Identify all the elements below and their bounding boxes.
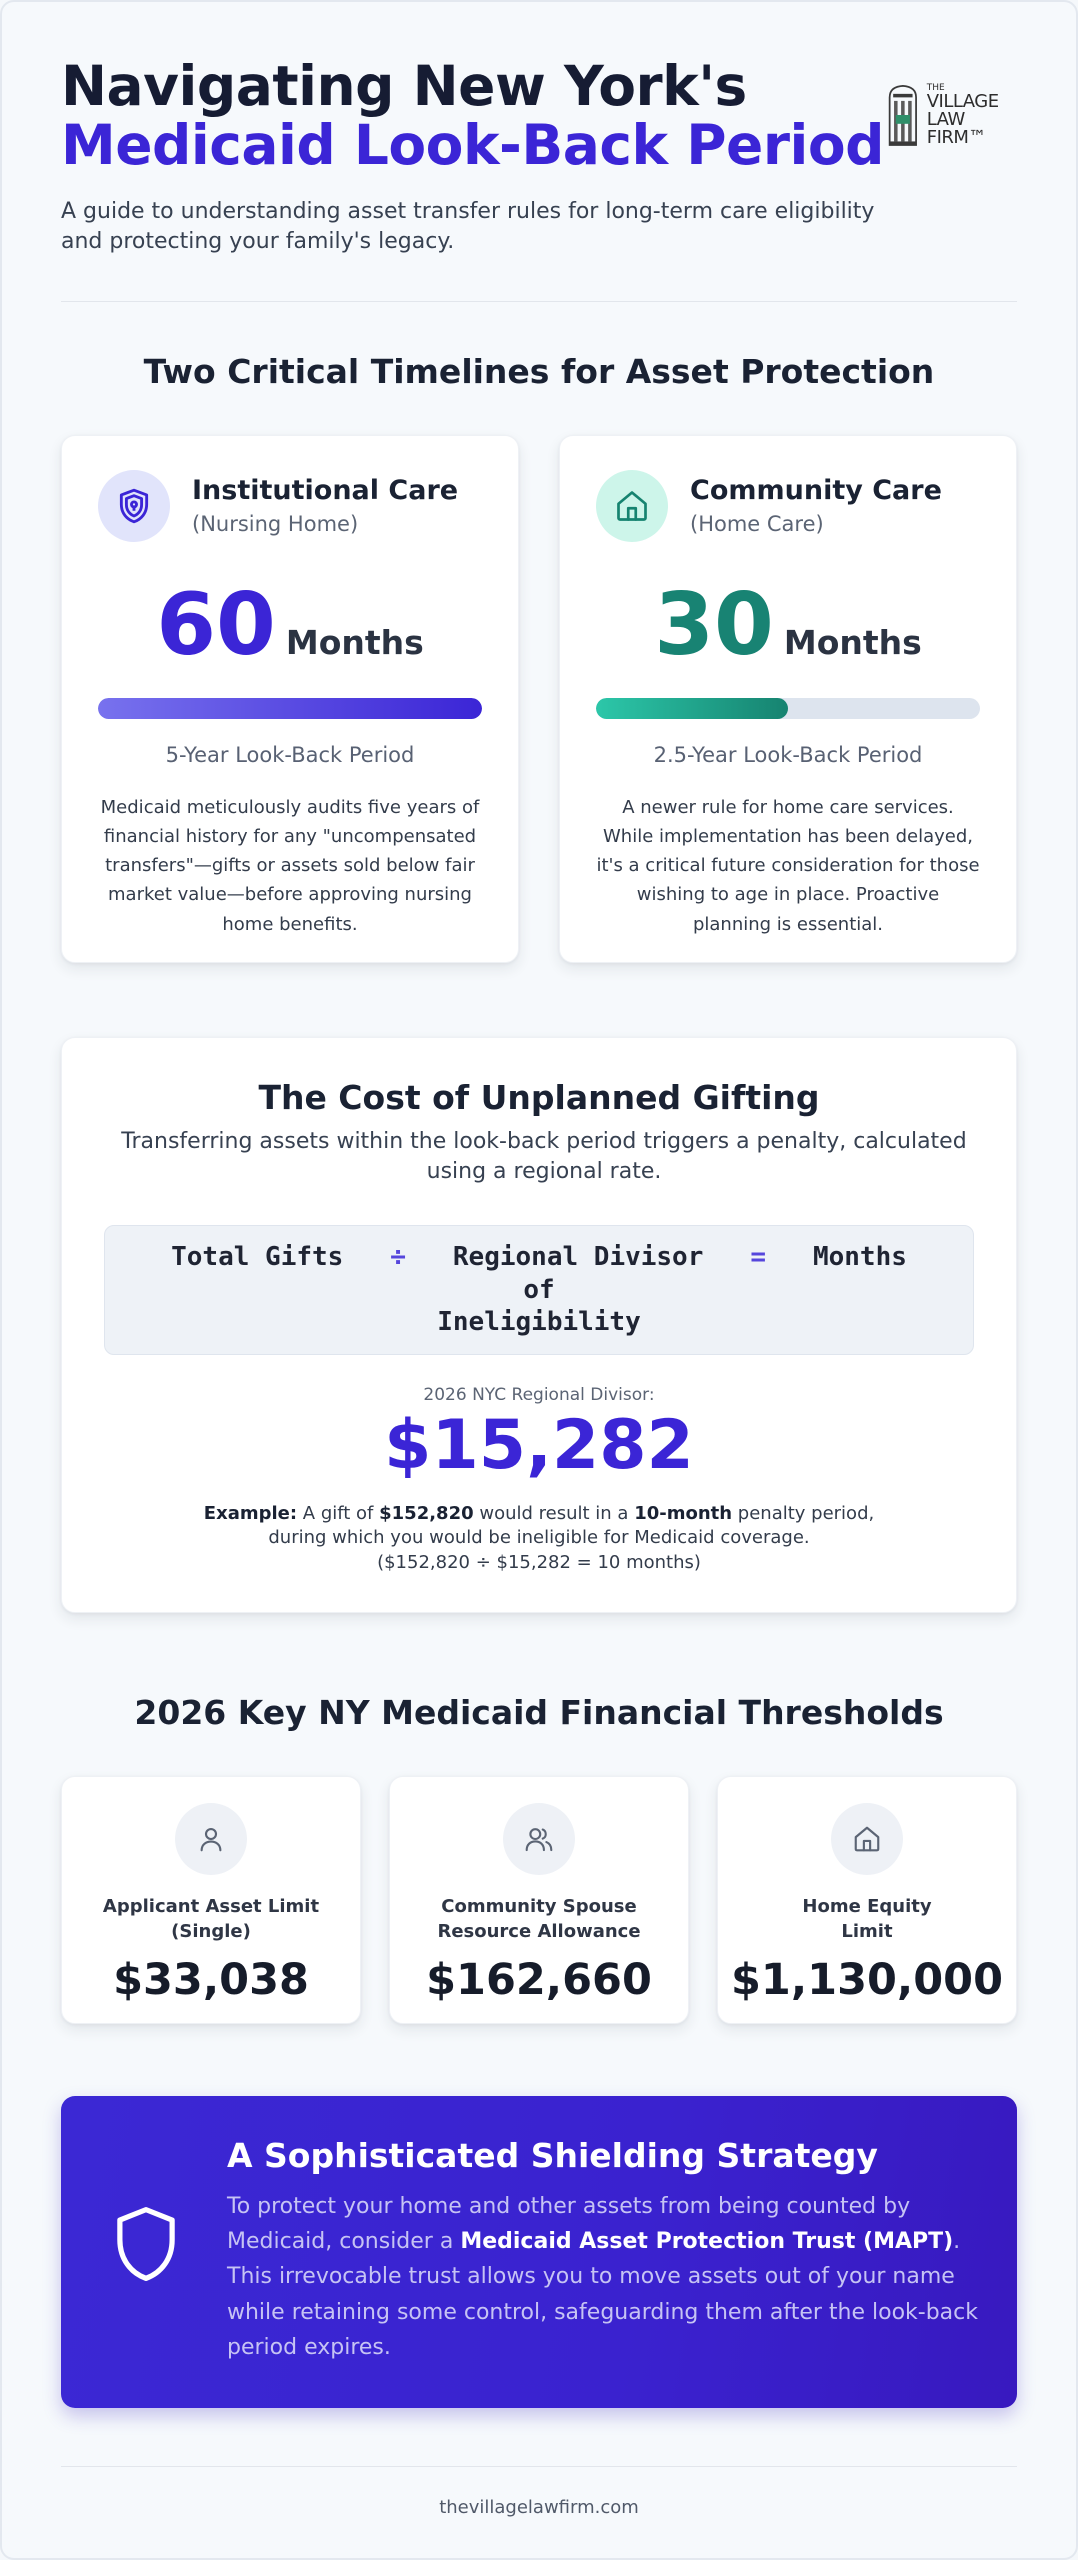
example-line2: during which you would be ineligible for Medicaid coverage. xyxy=(268,1527,810,1549)
lookback-period-label: 2.5-Year Look-Back Period xyxy=(653,742,923,767)
threshold-label-line1: Applicant Asset Limit xyxy=(102,1895,320,1917)
community-care-card xyxy=(559,435,1017,963)
shield-lock-icon xyxy=(98,470,170,542)
person-icon xyxy=(175,1803,247,1875)
threshold-label-line2: Resource Allowance xyxy=(437,1920,641,1942)
page-title-line1: Navigating New York's xyxy=(61,54,747,118)
logo-text xyxy=(927,84,1017,147)
example-line3: ($152,820 ÷ $15,282 = 10 months) xyxy=(377,1552,701,1574)
card-title: Institutional Care xyxy=(192,475,459,507)
timelines-section xyxy=(61,352,1017,963)
thresholds-section xyxy=(61,1693,1017,2024)
formula-months-line1: Months of xyxy=(523,1242,907,1305)
example-months: 10-month xyxy=(634,1502,733,1524)
formula-months-line2: Ineligibility xyxy=(437,1307,641,1338)
months-unit: Months xyxy=(783,622,922,662)
home-equity-card xyxy=(717,1776,1017,2024)
shielding-strategy-panel xyxy=(61,2096,1017,2408)
card-subtitle: (Home Care) xyxy=(690,512,824,537)
building-logo-icon xyxy=(887,79,919,151)
threshold-label-line2: Limit xyxy=(841,1920,893,1942)
card-description: A newer rule for home care services. While implementation has been delayed, it's a critical future consideration for those wishing to age in place. Proactive planning is essential. xyxy=(596,796,980,935)
example-text3: penalty period, xyxy=(732,1502,875,1524)
threshold-label-line1: Home Equity xyxy=(802,1895,932,1917)
months-unit: Months xyxy=(285,622,424,662)
header xyxy=(61,2,1017,302)
asset-limit-card xyxy=(61,1776,361,2024)
cost-title: The Cost of Unplanned Gifting xyxy=(258,1077,820,1117)
card-description: Medicaid meticulously audits five years of financial history for any "uncompensated transfers"—gifts or assets sold below fair market value—before approving nursing home benefits. xyxy=(100,796,480,935)
lookback-progress-fill xyxy=(98,698,482,719)
months-number: 30 xyxy=(654,574,774,675)
logo-line2: LAW FIRM™ xyxy=(926,108,986,148)
strategy-text xyxy=(227,2189,987,2365)
institutional-care-card xyxy=(61,435,519,963)
strategy-mapt: Medicaid Asset Protection Trust (MAPT) xyxy=(460,2229,954,2255)
logo-line1: VILLAGE xyxy=(926,90,999,112)
example-label: Example: xyxy=(203,1502,298,1524)
people-icon xyxy=(503,1803,575,1875)
card-title: Community Care xyxy=(690,475,942,507)
penalty-formula xyxy=(104,1225,974,1355)
divide-symbol: ÷ xyxy=(390,1242,406,1273)
page-subtitle: A guide to understanding asset transfer rules for long-term care eligibility and protecting your family's legacy. xyxy=(61,199,875,255)
formula-regional-divisor: Regional Divisor xyxy=(452,1242,704,1273)
threshold-label-line2: (Single) xyxy=(171,1920,251,1942)
spouse-allowance-card xyxy=(389,1776,689,2024)
formula-total-gifts: Total Gifts xyxy=(171,1242,344,1273)
card-subtitle: (Nursing Home) xyxy=(192,512,359,537)
footer-divider xyxy=(61,2466,1017,2467)
lookback-progress-bar xyxy=(98,698,482,719)
threshold-value: $162,660 xyxy=(426,1954,652,2005)
header-divider xyxy=(61,301,1017,302)
threshold-value: $1,130,000 xyxy=(730,1954,1004,2005)
lookback-period-label: 5-Year Look-Back Period xyxy=(165,742,415,767)
example-text1: A gift of xyxy=(297,1502,380,1524)
thresholds-heading: 2026 Key NY Medicaid Financial Thresholds xyxy=(134,1692,944,1732)
timelines-heading: Two Critical Timelines for Asset Protection xyxy=(143,351,935,391)
penalty-example xyxy=(104,1502,974,1576)
example-amount: $152,820 xyxy=(379,1502,474,1524)
equals-symbol: = xyxy=(750,1242,766,1273)
shield-icon xyxy=(113,2204,179,2288)
threshold-label xyxy=(62,1895,360,1945)
strategy-text1: To protect your home and other assets from being counted by Medicaid, consider a xyxy=(227,2193,911,2255)
cost-of-gifting-card xyxy=(61,1037,1017,1613)
threshold-label xyxy=(390,1895,688,1945)
home-icon xyxy=(831,1803,903,1875)
house-icon xyxy=(596,470,668,542)
months-number: 60 xyxy=(156,574,276,675)
village-law-firm-logo xyxy=(887,76,1017,154)
page-title-line2: Medicaid Look-Back Period xyxy=(61,112,884,177)
threshold-value: $33,038 xyxy=(113,1954,309,2005)
footer-url: thevillagelawfirm.com xyxy=(439,2496,639,2518)
threshold-label xyxy=(718,1895,1016,1945)
threshold-label-line1: Community Spouse xyxy=(441,1895,637,1917)
cost-subtitle: Transferring assets within the look-back period triggers a penalty, calculated using a regional rate. xyxy=(121,1128,967,1184)
logo-the: THE xyxy=(926,82,945,93)
lookback-progress-bar xyxy=(596,698,980,719)
strategy-text2: . This irrevocable trust allows you to move assets out of your name while retaining some control, safeguarding them after the look-back period expires. xyxy=(227,2229,978,2360)
example-text2: would result in a xyxy=(473,1502,635,1524)
strategy-title: A Sophisticated Shielding Strategy xyxy=(227,2135,878,2175)
lookback-progress-fill xyxy=(596,698,788,719)
divisor-label: 2026 NYC Regional Divisor: xyxy=(423,1384,655,1405)
divisor-value: $15,282 xyxy=(384,1405,694,1485)
